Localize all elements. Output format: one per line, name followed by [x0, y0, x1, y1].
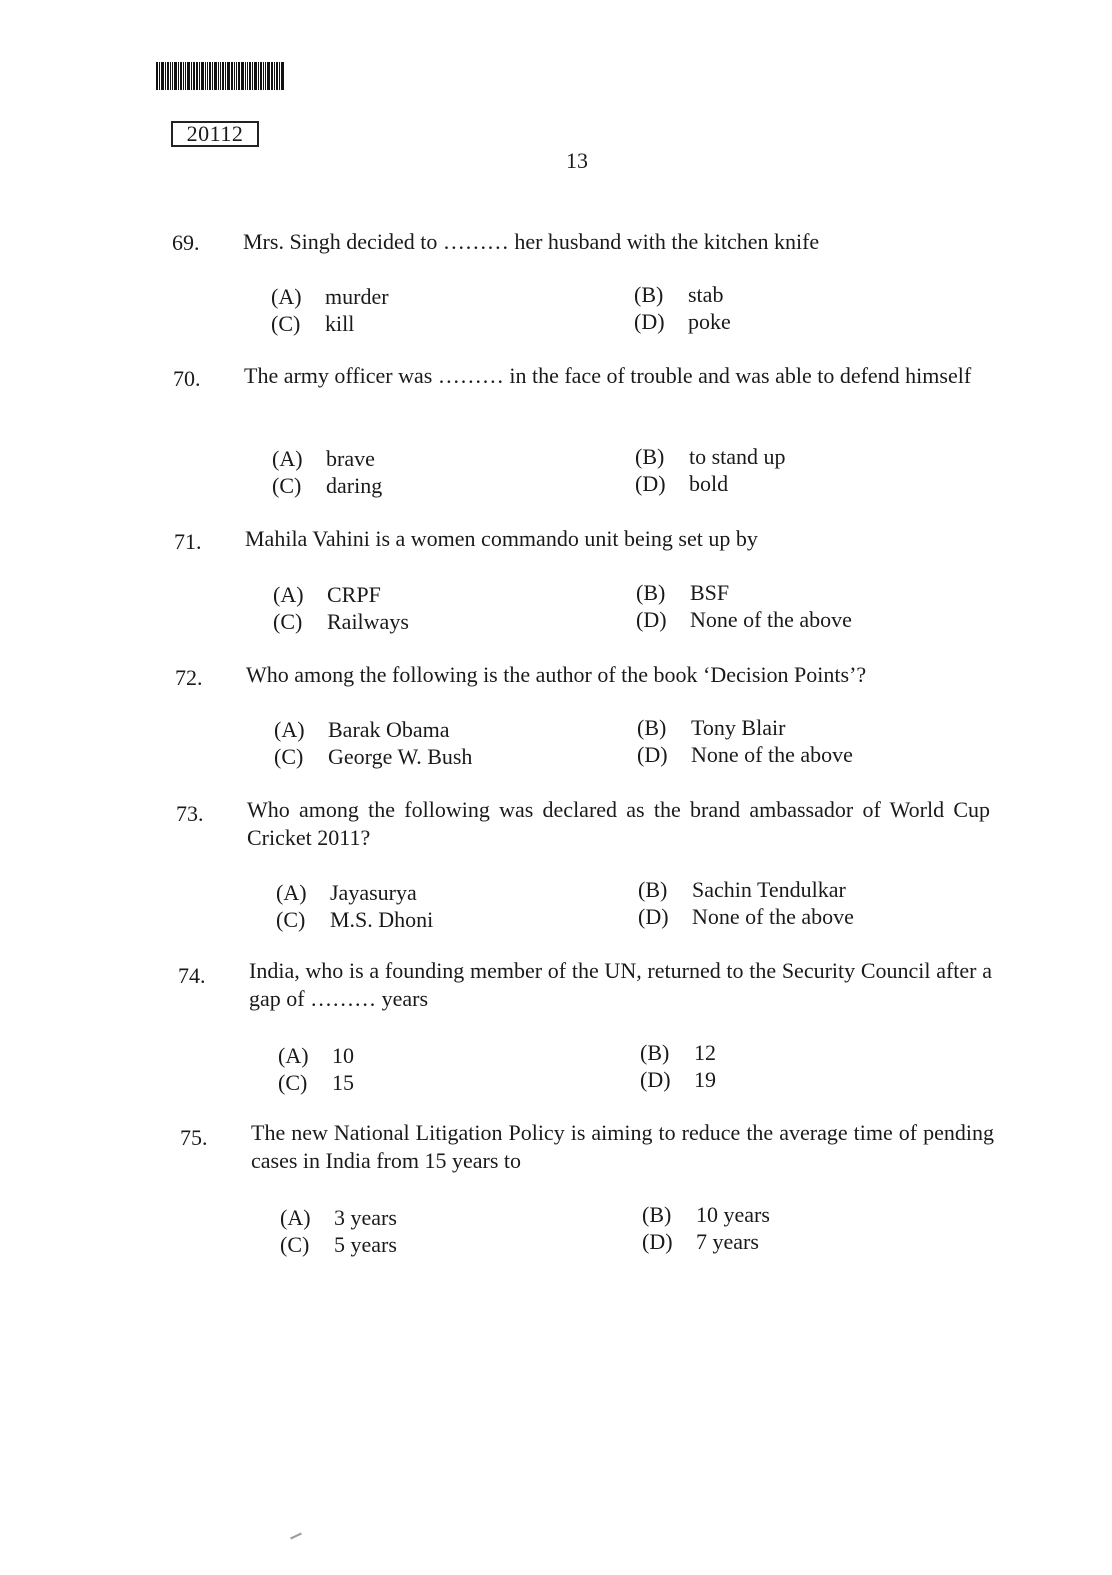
- option-c: [280, 1232, 397, 1258]
- option-label: (C): [274, 744, 304, 769]
- option-label: (B): [634, 282, 664, 307]
- question-number: 70.: [173, 366, 201, 391]
- question-number: 75.: [180, 1125, 208, 1150]
- option-text: stab: [688, 282, 724, 307]
- option-a: [278, 1043, 354, 1069]
- option-d: [640, 1067, 716, 1093]
- option-a: [276, 880, 417, 906]
- option-text: 10: [332, 1043, 354, 1068]
- option-label: (D): [634, 309, 665, 334]
- option-a: [273, 582, 381, 608]
- option-text: Tony Blair: [691, 715, 786, 740]
- option-label: (A): [278, 1043, 309, 1068]
- option-text: BSF: [690, 580, 730, 605]
- option-text: 3 years: [334, 1205, 397, 1230]
- option-text: None of the above: [691, 742, 853, 767]
- option-d: [634, 309, 731, 335]
- question-number: 72.: [175, 665, 203, 690]
- option-text: Jayasurya: [330, 880, 417, 905]
- option-label: (C): [278, 1070, 308, 1095]
- option-b: [640, 1040, 716, 1066]
- question-text: The new National Litigation Policy is aiming to reduce the average time of pending cases in India from 15 years to: [251, 1120, 994, 1173]
- option-d: [637, 742, 853, 768]
- option-text: 19: [694, 1067, 716, 1092]
- option-text: CRPF: [327, 582, 381, 607]
- option-text: Barak Obama: [328, 717, 450, 742]
- option-text: daring: [326, 473, 383, 498]
- option-text: Sachin Tendulkar: [692, 877, 846, 902]
- question-text: Who among the following is the author of the book ‘Decision Points’?: [246, 662, 867, 687]
- question-text: India, who is a founding member of the UN, returned to the Security Council after a gap of ……… years: [249, 958, 992, 1011]
- option-c: [271, 311, 354, 337]
- option-text: brave: [326, 446, 375, 471]
- option-a: [271, 284, 389, 310]
- option-label: (A): [276, 880, 307, 905]
- option-label: (A): [273, 582, 304, 607]
- option-d: [635, 471, 728, 497]
- question-number: 73.: [176, 801, 204, 826]
- option-label: (B): [640, 1040, 670, 1065]
- option-text: None of the above: [692, 904, 854, 929]
- option-text: 15: [332, 1070, 354, 1095]
- stray-pen-mark: [290, 1533, 302, 1540]
- option-text: 7 years: [696, 1229, 759, 1254]
- page-number: 13: [566, 148, 588, 173]
- option-a: [280, 1205, 397, 1231]
- option-c: [278, 1070, 354, 1096]
- option-label: (C): [272, 473, 302, 498]
- option-d: [638, 904, 854, 930]
- option-label: (A): [274, 717, 305, 742]
- option-text: None of the above: [690, 607, 852, 632]
- option-label: (A): [280, 1205, 311, 1230]
- option-label: (D): [642, 1229, 673, 1254]
- option-c: [272, 473, 382, 499]
- option-text: murder: [325, 284, 389, 309]
- option-text: M.S. Dhoni: [330, 907, 434, 932]
- option-d: [636, 607, 852, 633]
- option-label: (D): [637, 742, 668, 767]
- option-label: (C): [273, 609, 303, 634]
- option-label: (D): [638, 904, 669, 929]
- question-text: The army officer was ……… in the face of trouble and was able to defend himself: [244, 363, 972, 388]
- option-label: (B): [636, 580, 666, 605]
- option-label: (B): [635, 444, 665, 469]
- option-text: 12: [694, 1040, 716, 1065]
- paper-code: 20112: [171, 121, 259, 147]
- option-b: [642, 1202, 770, 1228]
- option-text: kill: [325, 311, 355, 336]
- option-text: 10 years: [696, 1202, 770, 1227]
- question-number: 71.: [174, 529, 202, 554]
- option-label: (C): [271, 311, 301, 336]
- option-label: (B): [642, 1202, 672, 1227]
- option-a: [274, 717, 450, 743]
- option-text: Railways: [327, 609, 409, 634]
- option-label: (D): [635, 471, 666, 496]
- question-text: Who among the following was declared as the brand ambassador of World Cup Cricket 2011?: [247, 797, 990, 850]
- question-number: 69.: [172, 230, 200, 255]
- question-text: Mahila Vahini is a women commando unit being set up by: [245, 526, 758, 551]
- option-text: George W. Bush: [328, 744, 473, 769]
- option-b: [638, 877, 846, 903]
- option-label: (B): [638, 877, 668, 902]
- option-b: [636, 580, 729, 606]
- option-a: [272, 446, 375, 472]
- option-b: [634, 282, 723, 308]
- option-label: (B): [637, 715, 667, 740]
- option-label: (A): [271, 284, 302, 309]
- option-c: [273, 609, 409, 635]
- option-text: to stand up: [689, 444, 786, 469]
- option-b: [635, 444, 786, 470]
- option-label: (C): [280, 1232, 310, 1257]
- option-text: poke: [688, 309, 731, 334]
- barcode: [156, 62, 311, 90]
- option-c: [274, 744, 472, 770]
- option-label: (D): [636, 607, 667, 632]
- option-text: bold: [689, 471, 729, 496]
- question-number: 74.: [178, 963, 206, 988]
- option-d: [642, 1229, 759, 1255]
- question-text: Mrs. Singh decided to ……… her husband with the kitchen knife: [243, 229, 820, 254]
- option-label: (C): [276, 907, 306, 932]
- option-label: (D): [640, 1067, 671, 1092]
- option-b: [637, 715, 785, 741]
- option-text: 5 years: [334, 1232, 397, 1257]
- option-c: [276, 907, 433, 933]
- option-label: (A): [272, 446, 303, 471]
